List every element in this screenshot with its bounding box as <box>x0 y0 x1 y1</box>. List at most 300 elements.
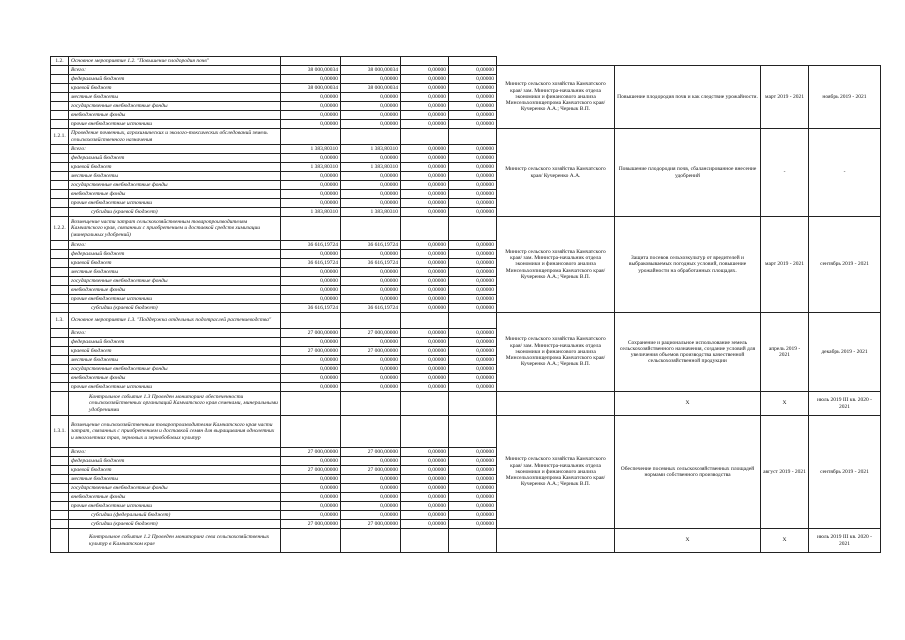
row-total: 0,00000 <box>281 286 341 295</box>
budget-table <box>50 56 881 553</box>
row-value-2019: 0,00000 <box>341 277 401 286</box>
row-total: 0,00000 <box>281 102 341 111</box>
row-code <box>51 172 69 181</box>
row-total: 27 000,00000 <box>281 329 341 338</box>
row-value-2020: 0,00000 <box>401 66 449 75</box>
row-code <box>51 102 69 111</box>
row-total: 38 000,00034 <box>281 84 341 93</box>
executor-cell: Министр сельского хозяйства Камчатского края/ зам. Министра-начальник отдела экономики и финансового анализа Минсельхозпищепрома Камчатского края/Кучеренко А.А.; Чернык В.П. <box>497 313 615 392</box>
row-name: субсидии (краевой бюджет) <box>69 208 281 217</box>
table-row <box>51 416 881 448</box>
row-code <box>51 347 69 356</box>
row-value-2020 <box>401 416 449 448</box>
row-total <box>281 313 341 329</box>
row-value-2021: 0,00000 <box>449 268 497 277</box>
row-total: 0,00000 <box>281 268 341 277</box>
row-code <box>51 241 69 250</box>
result-cell: Сохранение и рациональное использование земель сельскохозяйственного назначения, создание условий для увеличения объемов производства качественной сельскохозяйственной продукции <box>615 313 761 392</box>
row-value-2021 <box>449 129 497 145</box>
row-value-2020: 0,00000 <box>401 466 449 475</box>
row-code <box>51 356 69 365</box>
end-date-cell: ноябрь 2019 - 2021 <box>809 66 881 129</box>
end-date-cell: июль 2019 III кв. 2020 - 2021 <box>809 529 881 553</box>
row-name: государственные внебюджетные фонды <box>69 365 281 374</box>
result-cell: Защита посевов сельхозкультур от вредителей и выбраковываемых погодных условий, повышение урожайности на обработанных площадях. <box>615 217 761 313</box>
row-value-2020: 0,00000 <box>401 277 449 286</box>
row-value-2020 <box>401 313 449 329</box>
row-value-2021: 0,00000 <box>449 66 497 75</box>
row-value-2019: 0,00000 <box>341 511 401 520</box>
row-code <box>51 457 69 466</box>
row-code <box>51 286 69 295</box>
row-name: Контрольное событие 1.2 Проведен мониторинг сева сельскохозяйственных культур в Камчатском крае <box>69 529 281 553</box>
row-value-2021: 0,00000 <box>449 286 497 295</box>
row-value-2019: 0,00000 <box>341 190 401 199</box>
row-value-2021: 0,00000 <box>449 295 497 304</box>
row-name: субсидии (краевой бюджет) <box>69 304 281 313</box>
row-value-2019: 0,00000 <box>341 250 401 259</box>
row-value-2021: 0,00000 <box>449 241 497 250</box>
result-cell: Х <box>615 529 761 553</box>
table-row <box>51 57 881 66</box>
row-total: 0,00000 <box>281 374 341 383</box>
row-value-2020 <box>401 217 449 241</box>
row-value-2021: 0,00000 <box>449 111 497 120</box>
row-code <box>51 190 69 199</box>
row-total: 36 616,19724 <box>281 241 341 250</box>
row-value-2019: 0,00000 <box>341 365 401 374</box>
row-value-2019: 27 000,00000 <box>341 520 401 529</box>
row-value-2020: 0,00000 <box>401 250 449 259</box>
row-name: прочие внебюджетные источники <box>69 502 281 511</box>
row-total: 0,00000 <box>281 250 341 259</box>
row-value-2021: 0,00000 <box>449 520 497 529</box>
row-code <box>51 392 69 416</box>
row-name: прочие внебюджетные источники <box>69 295 281 304</box>
row-name: местные бюджеты <box>69 475 281 484</box>
start-date-cell: апрель 2019 - 2021 <box>761 313 809 392</box>
row-value-2019: 36 616,19724 <box>341 259 401 268</box>
row-value-2021: 0,00000 <box>449 329 497 338</box>
row-total <box>281 392 341 416</box>
row-name: внебюджетные фонды <box>69 111 281 120</box>
row-total: 0,00000 <box>281 475 341 484</box>
row-name: краевой бюджет <box>69 84 281 93</box>
table-row <box>51 217 881 241</box>
row-value-2019: 0,00000 <box>341 338 401 347</box>
row-value-2021: 0,00000 <box>449 172 497 181</box>
row-value-2020: 0,00000 <box>401 75 449 84</box>
row-value-2020: 0,00000 <box>401 347 449 356</box>
row-value-2019: 0,00000 <box>341 172 401 181</box>
row-total: 0,00000 <box>281 502 341 511</box>
row-code <box>51 259 69 268</box>
start-date-cell: - <box>761 129 809 217</box>
row-value-2019 <box>341 129 401 145</box>
row-value-2019: 36 616,19724 <box>341 241 401 250</box>
row-value-2020: 0,00000 <box>401 241 449 250</box>
executor-cell: Министр сельского хозяйства Камчатского края/ зам. Министра-начальник отдела экономики и финансового анализа Минсельхозпищепрома Камчатского края/Кучеренко А.А.; Чернык В.П. <box>497 217 615 313</box>
row-total: 0,00000 <box>281 365 341 374</box>
row-total: 0,00000 <box>281 484 341 493</box>
row-value-2019: 0,00000 <box>341 181 401 190</box>
row-code <box>51 466 69 475</box>
row-value-2019: 0,00000 <box>341 457 401 466</box>
row-value-2020: 0,00000 <box>401 295 449 304</box>
row-value-2019: 0,00000 <box>341 475 401 484</box>
row-value-2019: 0,00000 <box>341 484 401 493</box>
row-value-2019: 0,00000 <box>341 268 401 277</box>
row-code <box>51 365 69 374</box>
row-value-2019: 0,00000 <box>341 374 401 383</box>
row-code <box>51 181 69 190</box>
row-value-2019: 0,00000 <box>341 154 401 163</box>
row-code <box>51 111 69 120</box>
row-name: государственные внебюджетные фонды <box>69 102 281 111</box>
row-name: Всего: <box>69 448 281 457</box>
row-value-2020: 0,00000 <box>401 199 449 208</box>
row-code <box>51 520 69 529</box>
row-value-2019: 27 000,00000 <box>341 448 401 457</box>
row-name: Основное мероприятие 1.3. "Поддержка отдельных подотраслей растениеводства" <box>69 313 281 329</box>
row-value-2019: 0,00000 <box>341 493 401 502</box>
table-row <box>51 129 881 145</box>
table-row <box>51 392 881 416</box>
end-date-cell: июль 2019 III кв. 2020 - 2021 <box>809 392 881 416</box>
row-value-2019: 0,00000 <box>341 93 401 102</box>
row-value-2019: 38 000,00034 <box>341 66 401 75</box>
row-value-2021: 0,00000 <box>449 199 497 208</box>
row-value-2021 <box>449 313 497 329</box>
row-code <box>51 493 69 502</box>
row-code <box>51 208 69 217</box>
row-value-2021: 0,00000 <box>449 338 497 347</box>
row-value-2021: 0,00000 <box>449 466 497 475</box>
row-value-2021: 0,00000 <box>449 154 497 163</box>
end-date-cell: декабрь 2019 - 2021 <box>809 313 881 392</box>
row-code <box>51 374 69 383</box>
row-value-2020 <box>401 529 449 553</box>
row-value-2021: 0,00000 <box>449 347 497 356</box>
row-value-2019: 0,00000 <box>341 356 401 365</box>
row-code <box>51 154 69 163</box>
budget-table-sheet <box>50 56 880 616</box>
row-code: 1.3. <box>51 313 69 329</box>
row-code: 1.3.1. <box>51 416 69 448</box>
row-value-2019 <box>341 529 401 553</box>
row-value-2021: 0,00000 <box>449 493 497 502</box>
row-total: 0,00000 <box>281 75 341 84</box>
end-date-cell: сентябрь 2019 - 2021 <box>809 416 881 529</box>
row-value-2020: 0,00000 <box>401 111 449 120</box>
row-name: местные бюджеты <box>69 172 281 181</box>
row-value-2020: 0,00000 <box>401 329 449 338</box>
row-code <box>51 475 69 484</box>
row-value-2020: 0,00000 <box>401 259 449 268</box>
row-code <box>51 84 69 93</box>
row-name: федеральный бюджет <box>69 250 281 259</box>
row-code <box>51 448 69 457</box>
row-value-2021 <box>449 416 497 448</box>
row-name: государственные внебюджетные фонды <box>69 181 281 190</box>
table-row <box>51 529 881 553</box>
row-value-2020: 0,00000 <box>401 102 449 111</box>
row-value-2021: 0,00000 <box>449 190 497 199</box>
row-name: внебюджетные фонды <box>69 190 281 199</box>
row-value-2021 <box>449 392 497 416</box>
row-value-2020: 0,00000 <box>401 163 449 172</box>
row-total: 1 383,80310 <box>281 208 341 217</box>
row-value-2021: 0,00000 <box>449 75 497 84</box>
row-name: федеральный бюджет <box>69 338 281 347</box>
row-value-2020: 0,00000 <box>401 356 449 365</box>
row-value-2019: 27 000,00000 <box>341 347 401 356</box>
row-name: прочие внебюджетные источники <box>69 199 281 208</box>
row-value-2019: 0,00000 <box>341 120 401 129</box>
row-total: 36 616,19724 <box>281 304 341 313</box>
row-value-2019: 0,00000 <box>341 111 401 120</box>
row-total: 0,00000 <box>281 111 341 120</box>
row-code <box>51 329 69 338</box>
row-value-2019: 0,00000 <box>341 199 401 208</box>
start-date-cell: Х <box>761 392 809 416</box>
row-value-2020: 0,00000 <box>401 286 449 295</box>
row-value-2021: 0,00000 <box>449 102 497 111</box>
row-value-2020: 0,00000 <box>401 208 449 217</box>
start-date-cell: март 2019 - 2021 <box>761 217 809 313</box>
row-value-2020: 0,00000 <box>401 448 449 457</box>
row-value-2021: 0,00000 <box>449 475 497 484</box>
row-value-2020: 0,00000 <box>401 93 449 102</box>
row-total: 0,00000 <box>281 120 341 129</box>
row-name: краевой бюджет <box>69 259 281 268</box>
row-value-2021 <box>449 217 497 241</box>
row-value-2019: 27 000,00000 <box>341 466 401 475</box>
row-value-2020: 0,00000 <box>401 475 449 484</box>
row-total: 38 000,00034 <box>281 66 341 75</box>
row-name: государственные внебюджетные фонды <box>69 277 281 286</box>
row-value-2019 <box>341 416 401 448</box>
row-value-2020: 0,00000 <box>401 268 449 277</box>
row-total: 0,00000 <box>281 493 341 502</box>
row-code <box>51 338 69 347</box>
row-value-2019 <box>341 392 401 416</box>
row-value-2019: 0,00000 <box>341 75 401 84</box>
row-total: 0,00000 <box>281 356 341 365</box>
row-value-2019 <box>341 217 401 241</box>
row-code: 1.2. <box>51 57 69 66</box>
row-name: государственные внебюджетные фонды <box>69 484 281 493</box>
result-cell: Обеспечение посевных сельскохозяйственных площадей нормами собственного производства <box>615 416 761 529</box>
row-value-2021: 0,00000 <box>449 374 497 383</box>
row-value-2021: 0,00000 <box>449 356 497 365</box>
row-code <box>51 120 69 129</box>
row-value-2019: 1 383,80310 <box>341 145 401 154</box>
row-value-2021 <box>449 57 497 66</box>
executor-cell: Министр сельского хозяйства Камчатского края/ Кучеренко А.А. <box>497 129 615 217</box>
row-name: внебюджетные фонды <box>69 286 281 295</box>
row-name: Проведение почвенных, агрохимических и эколого-токсических обследований земель сельскохозяйственного назначения <box>69 129 281 145</box>
row-total: 0,00000 <box>281 277 341 286</box>
row-name: Основное мероприятие 1.2. "Повышение плодородия почв" <box>69 57 281 66</box>
row-value-2021: 0,00000 <box>449 457 497 466</box>
end-date-cell: - <box>809 129 881 217</box>
row-value-2020: 0,00000 <box>401 493 449 502</box>
row-code <box>51 383 69 392</box>
row-value-2020: 0,00000 <box>401 154 449 163</box>
row-code <box>51 163 69 172</box>
row-total: 1 383,80310 <box>281 145 341 154</box>
row-name: Всего: <box>69 66 281 75</box>
row-name: федеральный бюджет <box>69 457 281 466</box>
row-code <box>51 502 69 511</box>
row-total: 0,00000 <box>281 154 341 163</box>
row-total: 27 000,00000 <box>281 448 341 457</box>
row-total <box>281 217 341 241</box>
row-total: 0,00000 <box>281 93 341 102</box>
row-value-2020: 0,00000 <box>401 502 449 511</box>
row-code <box>51 277 69 286</box>
executor-cell: Министр сельского хозяйства Камчатского края/ зам. Министра-начальник отдела экономики и финансового анализа Минсельхозпищепрома Камчатского края/ Кучеренко А.А.; Чернык В.П. <box>497 66 615 129</box>
row-code <box>51 484 69 493</box>
row-value-2019: 0,00000 <box>341 286 401 295</box>
executor-cell: Министр сельского хозяйства Камчатского края/ зам. Министра-начальник отдела экономики и финансового анализа Минсельхозпищепрома Камчатского края/Кучеренко А.А.; Чернык В.П. <box>497 416 615 529</box>
row-name: Контрольное событие 1.3 Проведен мониторинг обеспеченности сельскохозяйственных организаций Камчатского края семенами, минеральными удобрениями <box>69 392 281 416</box>
row-total: 27 000,00000 <box>281 466 341 475</box>
row-code <box>51 145 69 154</box>
row-value-2020 <box>401 392 449 416</box>
row-value-2020: 0,00000 <box>401 457 449 466</box>
row-value-2020: 0,00000 <box>401 84 449 93</box>
row-total: 0,00000 <box>281 199 341 208</box>
row-value-2020 <box>401 57 449 66</box>
row-code <box>51 268 69 277</box>
row-name: Возмещение сельскохозяйственным товаропроизводителям Камчатского края части затрат, связанных с приобретением и доставкой семян для выращивания однолетних и многолетних трав, зерновых и зернобобовых культур <box>69 416 281 448</box>
row-value-2020: 0,00000 <box>401 484 449 493</box>
table-row <box>51 313 881 329</box>
row-total: 0,00000 <box>281 190 341 199</box>
row-value-2020: 0,00000 <box>401 145 449 154</box>
row-name: внебюджетные фонды <box>69 374 281 383</box>
row-name: Всего: <box>69 329 281 338</box>
row-code <box>51 529 69 553</box>
row-code <box>51 511 69 520</box>
row-value-2020: 0,00000 <box>401 365 449 374</box>
row-code <box>51 304 69 313</box>
row-name: внебюджетные фонды <box>69 493 281 502</box>
row-code <box>51 75 69 84</box>
row-value-2021: 0,00000 <box>449 304 497 313</box>
row-value-2020: 0,00000 <box>401 172 449 181</box>
row-value-2020: 0,00000 <box>401 304 449 313</box>
row-value-2021: 0,00000 <box>449 484 497 493</box>
row-value-2021: 0,00000 <box>449 365 497 374</box>
row-value-2020: 0,00000 <box>401 511 449 520</box>
result-cell: Повышение плодородия почв, сбалансированное внесение удобрений <box>615 129 761 217</box>
row-value-2020 <box>401 129 449 145</box>
row-code <box>51 250 69 259</box>
row-name: субсидии (краевой бюджет) <box>69 520 281 529</box>
row-value-2021: 0,00000 <box>449 145 497 154</box>
table-row <box>51 66 881 75</box>
row-total: 27 000,00000 <box>281 520 341 529</box>
row-value-2021: 0,00000 <box>449 277 497 286</box>
row-value-2019: 1 383,80310 <box>341 208 401 217</box>
row-name: прочие внебюджетные источники <box>69 383 281 392</box>
row-name: субсидии (федеральный бюджет) <box>69 511 281 520</box>
row-name: федеральный бюджет <box>69 154 281 163</box>
result-cell: Повышение плодородия почв и как следствие урожайности. <box>615 66 761 129</box>
row-name: краевой бюджет <box>69 347 281 356</box>
start-date-cell: Х <box>761 529 809 553</box>
row-total <box>281 416 341 448</box>
row-total: 0,00000 <box>281 172 341 181</box>
row-total: 0,00000 <box>281 511 341 520</box>
row-value-2019 <box>341 57 401 66</box>
row-name: краевой бюджет <box>69 466 281 475</box>
row-value-2020: 0,00000 <box>401 383 449 392</box>
row-name: местные бюджеты <box>69 268 281 277</box>
row-value-2021: 0,00000 <box>449 448 497 457</box>
row-value-2019: 0,00000 <box>341 383 401 392</box>
row-value-2019: 0,00000 <box>341 102 401 111</box>
row-code <box>51 199 69 208</box>
row-name: Возмещение части затрат сельскохозяйственным товаропроизводителям Камчатского края, связанных с приобретением и доставкой средств химизации (минеральных удобрений) <box>69 217 281 241</box>
row-value-2019: 0,00000 <box>341 502 401 511</box>
row-value-2020: 0,00000 <box>401 520 449 529</box>
row-code <box>51 295 69 304</box>
row-value-2019: 38 000,00034 <box>341 84 401 93</box>
row-name: федеральный бюджет <box>69 75 281 84</box>
row-total: 0,00000 <box>281 181 341 190</box>
row-value-2020: 0,00000 <box>401 190 449 199</box>
row-value-2021: 0,00000 <box>449 208 497 217</box>
row-total <box>281 57 341 66</box>
row-value-2020: 0,00000 <box>401 374 449 383</box>
row-value-2021: 0,00000 <box>449 502 497 511</box>
row-name: Всего: <box>69 241 281 250</box>
row-code <box>51 66 69 75</box>
row-total <box>281 129 341 145</box>
row-value-2019 <box>341 313 401 329</box>
row-value-2021: 0,00000 <box>449 250 497 259</box>
row-value-2021: 0,00000 <box>449 511 497 520</box>
row-value-2021: 0,00000 <box>449 259 497 268</box>
executor-cell <box>497 529 615 553</box>
row-name: краевой бюджет <box>69 163 281 172</box>
row-name: прочие внебюджетные источники <box>69 120 281 129</box>
row-value-2021: 0,00000 <box>449 120 497 129</box>
start-date-cell: август 2019 - 2021 <box>761 416 809 529</box>
row-total: 0,00000 <box>281 383 341 392</box>
row-value-2021: 0,00000 <box>449 383 497 392</box>
row-value-2021 <box>449 529 497 553</box>
executor-cell <box>497 392 615 416</box>
row-value-2020: 0,00000 <box>401 338 449 347</box>
start-date-cell: март 2019 - 2021 <box>761 66 809 129</box>
row-total: 27 000,00000 <box>281 347 341 356</box>
row-value-2021: 0,00000 <box>449 93 497 102</box>
row-code: 1.2.2. <box>51 217 69 241</box>
row-value-2021: 0,00000 <box>449 84 497 93</box>
row-name: местные бюджеты <box>69 356 281 365</box>
row-total <box>281 529 341 553</box>
row-total: 0,00000 <box>281 338 341 347</box>
row-total: 0,00000 <box>281 295 341 304</box>
end-date-cell: сентябрь 2019 - 2021 <box>809 217 881 313</box>
row-total: 36 616,19724 <box>281 259 341 268</box>
row-code: 1.2.1. <box>51 129 69 145</box>
